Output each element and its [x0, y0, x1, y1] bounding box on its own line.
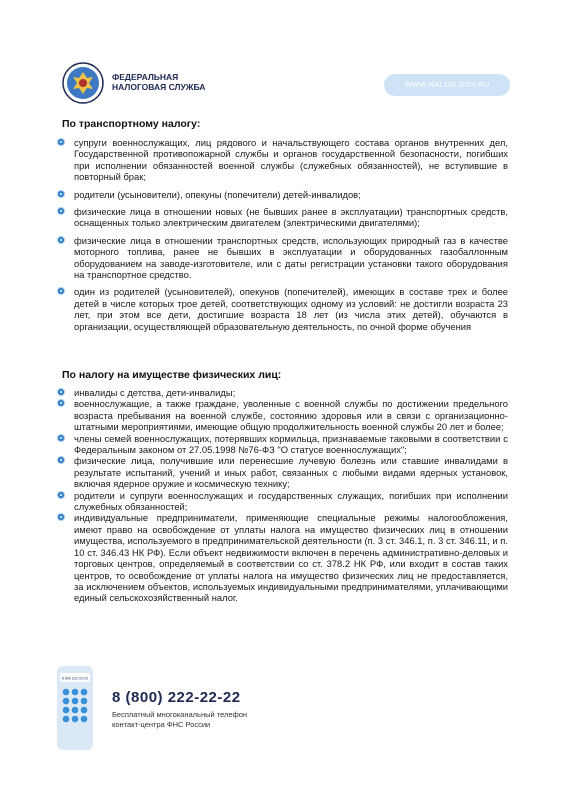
list-item-text: физические лица в отношении транспортных средств, использующих природный газ в качестве моторного топлива, ранее не бывших в эксплуатации и оборудованных газобаллонным оборудованием на заводе-изготовителе, или с даты регистрации установки такого оборудования на транспортное средство. [74, 234, 508, 281]
list-item-text: инвалиды с детства, дети-инвалиды; [74, 387, 236, 398]
bullet-icon [58, 208, 64, 214]
org-name-line2: НАЛОГОВАЯ СЛУЖБА [112, 82, 206, 92]
bullet-icon [58, 400, 64, 406]
list-item-text: индивидуальные предприниматели, применяющие специальные режимы налогообложения, имеют право на освобождение от уплаты налога на имущество физических лиц в отношении имущества, используемого в предпринимательской деятельности (п. 3 ст. 346.1, п. 3 ст. 346.11, и п. 10 ст. 346.43 НК РФ). Если объект недвижимости включен в перечень административно-деловых и торговых центров, определяемый в соответствии со ст. 378.2 НК РФ, или входит в состав таких центров, то освобождение от уплаты налога на имущество физических лиц не предоставляется, за исключением объектов, используемых индивидуальными предпринимателями, уплачивающими единый сельскохозяйственный налог. [74, 512, 508, 604]
list-item [62, 455, 508, 489]
list-item [62, 433, 508, 456]
list-item-text: родители (усыновители), опекуны (попечители) детей-инвалидов; [74, 188, 361, 200]
list-item [62, 189, 508, 200]
property-tax-heading: По налогу на имуществе физических лиц: [62, 369, 282, 381]
list-item [62, 387, 508, 398]
bullet-icon [58, 514, 64, 520]
hotline-caption-line2: контакт-центра ФНС России [112, 720, 211, 729]
hotline-number: 8 (800) 222-22-22 [112, 689, 241, 706]
list-item-text: военнослужащие, а также граждане, уволенные с военной службы по достижении предельного возраста пребывания на военной службе, состоянию здоровья или в связи с организационно-штатными мероприятиями, имеющие общую продолжительность военной службы 20 лет и более; [74, 398, 508, 433]
page-header [62, 58, 510, 108]
list-item-text: физические лица в отношении новых (не бывших ранее в эксплуатации) транспортных средств, оснащенных только электрическим двигателем (электрическими двигателями); [74, 206, 508, 229]
fns-emblem-icon [62, 62, 104, 104]
list-item-text: супруги военнослужащих, лиц рядового и начальствующего состава органов внутренних дел, Государственной противопожарной службы и органов государственной безопасности, погибших при исполнении обязанностей военной службы (служебных обязанностей), не вступившие в повторный брак; [74, 137, 508, 183]
list-item [62, 398, 508, 432]
list-item [62, 490, 508, 513]
list-item-text: члены семей военнослужащих, потерявших кормильца, признаваемые таковыми в соответствии с Федеральным законом от 27.05.1998 №76-ФЗ "О статусе военнослужащих"; [74, 432, 508, 456]
phone-icon [56, 665, 94, 751]
list-item-text: один из родителей (усыновителей), опекунов (попечителей), имеющих в составе трех и более детей в числе которых трое детей, соответствующих одному из условий: не достигли возраста 23 лет, при этом все дети, достигшие возраста 18 лет (из числа этих детей), обучаются в организации, осуществляющей образовательную деятельность, по очной форме обучения [74, 286, 508, 332]
list-item-text: физические лица, получившие или перенесшие лучевую болезнь или ставшие инвалидами в результате испытаний, учений и иных работ, связанных с любыми видами ядерных установок, включая ядерное оружие и космическую технику; [74, 455, 508, 490]
transport-tax-heading: По транспортному налогу: [62, 118, 201, 130]
list-item [62, 137, 508, 183]
hotline-caption-line1: Бесплатный многоканальный телефон [112, 710, 248, 719]
list-item [62, 235, 508, 281]
bullet-icon [58, 139, 64, 145]
bullet-icon [58, 435, 64, 441]
bullet-icon [58, 457, 64, 463]
list-item-text: родители и супруги военнослужащих и государственных служащих, погибших при исполнении служебных обязанностей; [74, 489, 508, 513]
org-name-line1: ФЕДЕРАЛЬНАЯ [112, 72, 179, 82]
bullet-icon [58, 237, 64, 243]
hotline-caption [112, 710, 247, 730]
bullet-icon [58, 492, 64, 498]
property-tax-list [62, 387, 508, 604]
bullet-icon [58, 288, 64, 294]
contact-footer [56, 665, 416, 760]
transport-tax-list [62, 137, 508, 338]
bullet-icon [58, 191, 64, 197]
list-item [62, 206, 508, 229]
list-item [62, 286, 508, 332]
list-item [62, 512, 508, 603]
org-name [112, 72, 205, 92]
website-link[interactable]: WWW.NALOG.GOV.RU [384, 74, 510, 96]
phone-icon-number: 8 800 222-22-22 [61, 676, 89, 681]
bullet-icon [58, 389, 64, 395]
